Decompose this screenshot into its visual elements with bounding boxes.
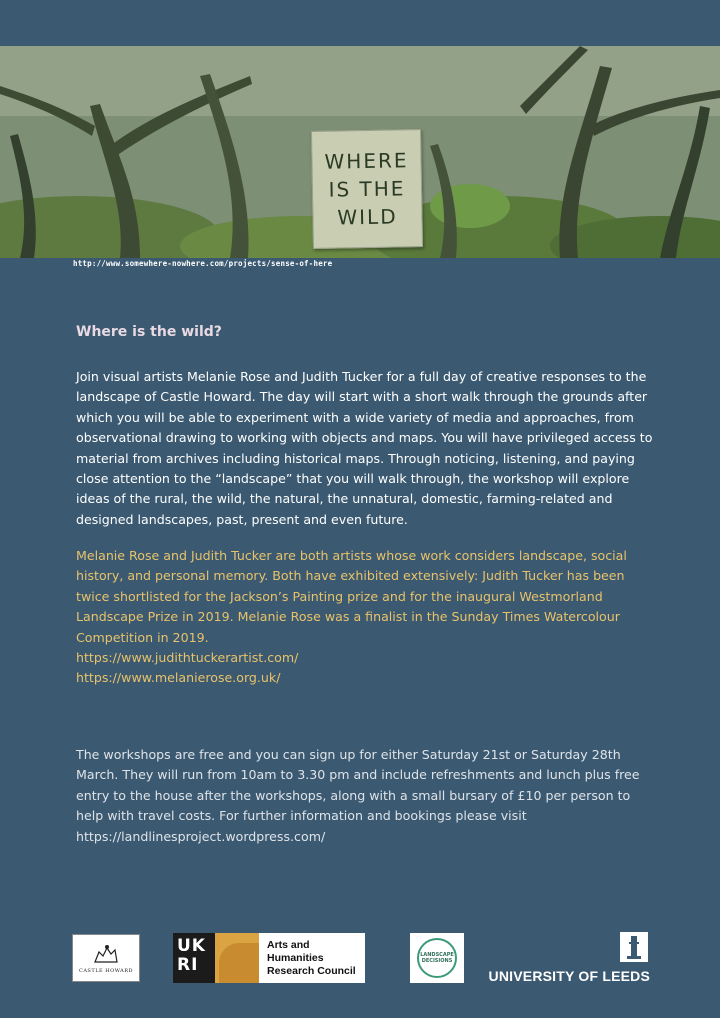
landscape-decisions-logo: [410, 933, 464, 983]
ahrc-line-3: Research Council: [267, 965, 356, 977]
bookings-link[interactable]: https://landlinesproject.wordpress.com/: [76, 828, 326, 844]
hero-image: [0, 46, 720, 258]
sign-line-2: IS THE: [328, 176, 406, 202]
artists-bio-text: Melanie Rose and Judith Tucker are both artists whose work considers landscape, social history, and personal memory. Both have exhibited extensively: Judith Tucker has been twice shortlisted for the Jackson’s Painting prize and for the inaugural Westmorland Landscape Prize in 2019. Melanie Rose was a finalist in the Sunday Times Watercolour Competition in 2019.: [76, 548, 627, 645]
sign-line-1: WHERE: [324, 148, 409, 174]
article-heading: Where is the wild?: [76, 324, 222, 340]
melanie-rose-link[interactable]: https://www.melanierose.org.uk/: [76, 670, 281, 686]
judith-tucker-link[interactable]: https://www.judithtuckerartist.com/: [76, 650, 299, 666]
leeds-text: UNIVERSITY OF LEEDS: [488, 968, 650, 984]
ukri-mark: [173, 933, 259, 983]
artists-paragraph: [76, 546, 656, 689]
castle-howard-logo: [72, 934, 140, 982]
intro-paragraph: Join visual artists Melanie Rose and Judith Tucker for a full day of creative responses to the landscape of Castle Howard. The day will start with a short walk through the grounds after which you will be able to experiment with a wide variety of media and approaches, from observational drawing to working with objects and maps. You will have privileged access to material from archives including historical maps. Through noticing, listening, and paying close attention to the “landscape” that you will walk through, the workshop will explore ideas of the rural, the wild, the natural, the unnatural, domestic, farming-related and designed landscapes, past, present and even future.: [76, 369, 653, 527]
university-of-leeds-logo: [484, 932, 654, 984]
castle-howard-crest-icon: [91, 942, 121, 966]
workshop-info-text: The workshops are free and you can sign up for either Saturday 21st or Saturday 28th March. They will run from 10am to 3.30 pm and include refreshments and lunch plus free entry to the house after the workshops, along with a small bursary of £10 per person to help with travel costs. For further information and bookings please visit: [76, 747, 640, 824]
castle-howard-text: CASTLE HOWARD: [79, 968, 133, 974]
where-is-the-wild-sign: [311, 129, 423, 249]
landscape-decisions-text: LANDSCAPE DECISIONS: [417, 938, 457, 978]
sign-line-3: WILD: [337, 204, 398, 230]
image-credit-link[interactable]: http://www.somewhere-nowhere.com/projects/sense-of-here: [73, 259, 333, 268]
ukri-ahrc-logo: [173, 933, 365, 983]
sponsor-logos: [0, 928, 720, 988]
workshop-info-paragraph: [76, 745, 656, 847]
ahrc-text: [259, 933, 356, 983]
leeds-tower-icon: [620, 932, 648, 962]
ukri-letters: UK RI: [177, 936, 206, 975]
ahrc-line-2: Humanities: [267, 952, 324, 964]
ahrc-line-1: Arts and: [267, 939, 310, 951]
